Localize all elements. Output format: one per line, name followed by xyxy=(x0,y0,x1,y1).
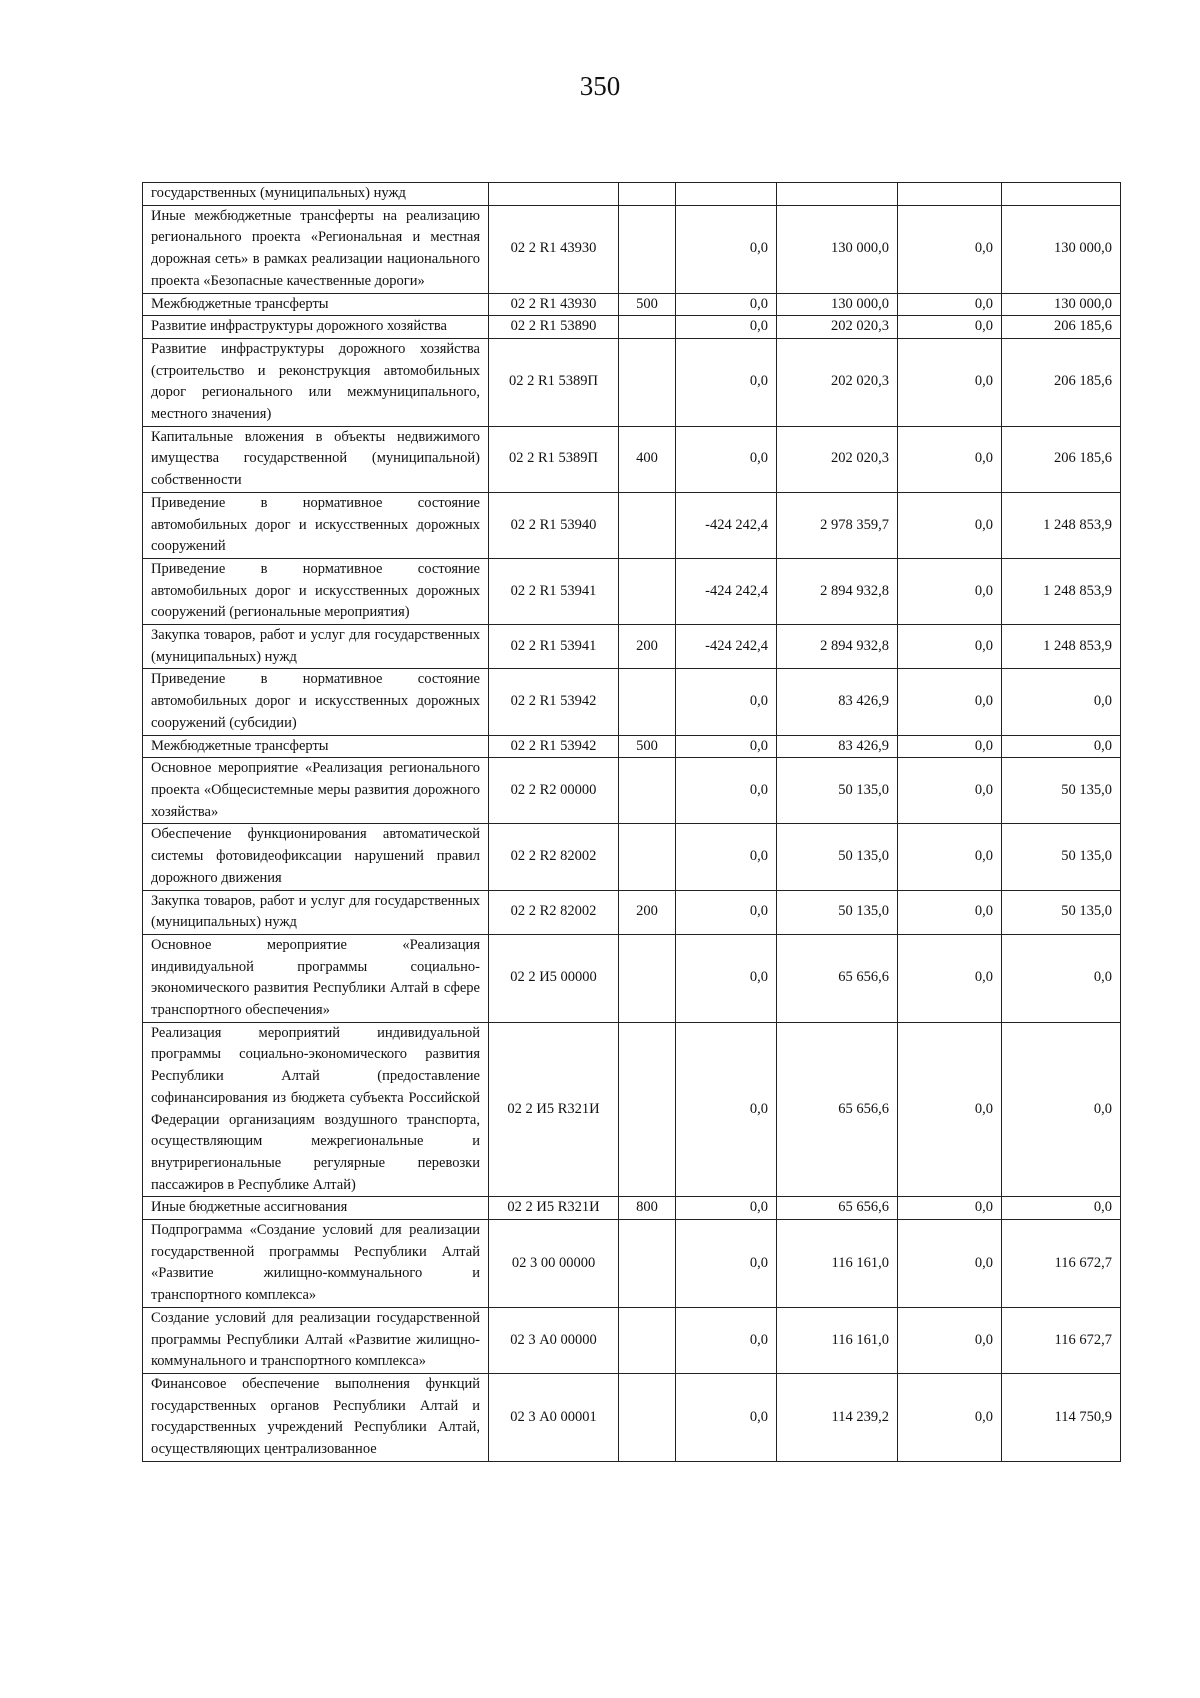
amount-change-2: 0,0 xyxy=(898,558,1002,624)
row-description: Капитальные вложения в объекты недвижимого имущества государственной (муниципальной) собственности xyxy=(143,426,489,492)
amount-change-2: 0,0 xyxy=(898,1307,1002,1373)
amount-change-2: 0,0 xyxy=(898,824,1002,890)
row-description: Иные бюджетные ассигнования xyxy=(143,1197,489,1220)
target-article-code: 02 2 R1 53942 xyxy=(489,735,619,758)
amount-change-2: 0,0 xyxy=(898,338,1002,426)
amount-2: 0,0 xyxy=(1002,934,1121,1022)
expense-type-code xyxy=(619,824,676,890)
amount-2: 1 248 853,9 xyxy=(1002,625,1121,669)
amount-2: 206 185,6 xyxy=(1002,426,1121,492)
row-description: Обеспечение функционирования автоматической системы фотовидеофиксации нарушений правил дорожного движения xyxy=(143,824,489,890)
amount-1: 116 161,0 xyxy=(777,1220,898,1308)
amount-2: 50 135,0 xyxy=(1002,890,1121,934)
amount-1 xyxy=(777,183,898,206)
budget-table-body xyxy=(143,183,1121,1462)
amount-2: 130 000,0 xyxy=(1002,293,1121,316)
amount-change-2: 0,0 xyxy=(898,669,1002,735)
amount-1: 65 656,6 xyxy=(777,1022,898,1197)
target-article-code: 02 2 R2 00000 xyxy=(489,758,619,824)
amount-1: 50 135,0 xyxy=(777,890,898,934)
expense-type-code xyxy=(619,338,676,426)
amount-change-2: 0,0 xyxy=(898,492,1002,558)
amount-1: 202 020,3 xyxy=(777,338,898,426)
amount-change-1: 0,0 xyxy=(676,316,777,339)
amount-change-1: -424 242,4 xyxy=(676,625,777,669)
target-article-code: 02 2 R1 53890 xyxy=(489,316,619,339)
amount-change-2: 0,0 xyxy=(898,316,1002,339)
amount-1: 202 020,3 xyxy=(777,316,898,339)
table-row xyxy=(143,625,1121,669)
table-row xyxy=(143,1022,1121,1197)
amount-1: 50 135,0 xyxy=(777,824,898,890)
amount-1: 114 239,2 xyxy=(777,1373,898,1461)
table-row xyxy=(143,492,1121,558)
amount-2: 50 135,0 xyxy=(1002,758,1121,824)
table-row xyxy=(143,338,1121,426)
table-row xyxy=(143,758,1121,824)
amount-change-2: 0,0 xyxy=(898,890,1002,934)
target-article-code: 02 2 R2 82002 xyxy=(489,824,619,890)
row-description: Основное мероприятие «Реализация индивидуальной программы социально-экономического развития Республики Алтай в сфере транспортного обеспечения» xyxy=(143,934,489,1022)
amount-1: 65 656,6 xyxy=(777,934,898,1022)
amount-1: 202 020,3 xyxy=(777,426,898,492)
amount-2: 116 672,7 xyxy=(1002,1220,1121,1308)
amount-2: 50 135,0 xyxy=(1002,824,1121,890)
expense-type-code: 500 xyxy=(619,735,676,758)
row-description: Иные межбюджетные трансферты на реализацию регионального проекта «Региональная и местная дорожная сеть» в рамках реализации национального проекта «Безопасные качественные дороги» xyxy=(143,205,489,293)
target-article-code: 02 2 R1 43930 xyxy=(489,205,619,293)
expense-type-code: 500 xyxy=(619,293,676,316)
amount-2 xyxy=(1002,183,1121,206)
table-row xyxy=(143,824,1121,890)
table-row xyxy=(143,1197,1121,1220)
table-row xyxy=(143,669,1121,735)
amount-change-1: 0,0 xyxy=(676,1307,777,1373)
amount-2: 1 248 853,9 xyxy=(1002,492,1121,558)
amount-2: 130 000,0 xyxy=(1002,205,1121,293)
amount-2: 1 248 853,9 xyxy=(1002,558,1121,624)
amount-1: 130 000,0 xyxy=(777,205,898,293)
amount-2: 0,0 xyxy=(1002,1022,1121,1197)
expense-type-code xyxy=(619,1022,676,1197)
expense-type-code xyxy=(619,205,676,293)
amount-change-1: 0,0 xyxy=(676,890,777,934)
amount-change-1: 0,0 xyxy=(676,1197,777,1220)
target-article-code: 02 2 R1 5389П xyxy=(489,426,619,492)
amount-change-1: 0,0 xyxy=(676,1373,777,1461)
amount-change-1: 0,0 xyxy=(676,669,777,735)
expense-type-code: 800 xyxy=(619,1197,676,1220)
target-article-code: 02 2 R1 53940 xyxy=(489,492,619,558)
row-description: Создание условий для реализации государственной программы Республики Алтай «Развитие жилищно-коммунального и транспортного комплекса» xyxy=(143,1307,489,1373)
target-article-code: 02 2 И5 00000 xyxy=(489,934,619,1022)
expense-type-code xyxy=(619,758,676,824)
amount-change-2 xyxy=(898,183,1002,206)
amount-1: 2 894 932,8 xyxy=(777,558,898,624)
amount-2: 0,0 xyxy=(1002,735,1121,758)
amount-change-2: 0,0 xyxy=(898,735,1002,758)
amount-change-2: 0,0 xyxy=(898,1022,1002,1197)
amount-1: 130 000,0 xyxy=(777,293,898,316)
amount-2: 206 185,6 xyxy=(1002,316,1121,339)
target-article-code: 02 2 R1 53941 xyxy=(489,625,619,669)
amount-1: 50 135,0 xyxy=(777,758,898,824)
amount-change-1: 0,0 xyxy=(676,426,777,492)
amount-1: 2 978 359,7 xyxy=(777,492,898,558)
target-article-code: 02 3 00 00000 xyxy=(489,1220,619,1308)
table-row xyxy=(143,558,1121,624)
amount-change-1: 0,0 xyxy=(676,1220,777,1308)
expense-type-code: 200 xyxy=(619,890,676,934)
amount-change-1: 0,0 xyxy=(676,934,777,1022)
expense-type-code xyxy=(619,1220,676,1308)
table-row xyxy=(143,735,1121,758)
table-row xyxy=(143,890,1121,934)
amount-change-2: 0,0 xyxy=(898,205,1002,293)
amount-change-1: 0,0 xyxy=(676,735,777,758)
amount-1: 65 656,6 xyxy=(777,1197,898,1220)
row-description: Развитие инфраструктуры дорожного хозяйства xyxy=(143,316,489,339)
expense-type-code: 400 xyxy=(619,426,676,492)
expense-type-code: 200 xyxy=(619,625,676,669)
row-description: Финансовое обеспечение выполнения функций государственных органов Республики Алтай и государственных учреждений Республики Алтай, осуществляющих централизованное xyxy=(143,1373,489,1461)
amount-change-2: 0,0 xyxy=(898,1373,1002,1461)
target-article-code: 02 2 R1 5389П xyxy=(489,338,619,426)
row-description: Подпрограмма «Создание условий для реализации государственной программы Республики Алтай «Развитие жилищно-коммунального и транспортного комплекса» xyxy=(143,1220,489,1308)
table-row xyxy=(143,1373,1121,1461)
amount-2: 0,0 xyxy=(1002,1197,1121,1220)
expense-type-code xyxy=(619,558,676,624)
table-row xyxy=(143,1220,1121,1308)
amount-1: 83 426,9 xyxy=(777,669,898,735)
amount-2: 116 672,7 xyxy=(1002,1307,1121,1373)
target-article-code: 02 3 А0 00000 xyxy=(489,1307,619,1373)
expense-type-code xyxy=(619,669,676,735)
target-article-code: 02 3 А0 00001 xyxy=(489,1373,619,1461)
amount-change-1: 0,0 xyxy=(676,824,777,890)
table-row xyxy=(143,183,1121,206)
page-number: 350 xyxy=(579,71,621,101)
amount-2: 0,0 xyxy=(1002,669,1121,735)
row-description: Приведение в нормативное состояние автомобильных дорог и искусственных дорожных сооружений xyxy=(143,492,489,558)
row-description: Закупка товаров, работ и услуг для государственных (муниципальных) нужд xyxy=(143,890,489,934)
table-row xyxy=(143,426,1121,492)
target-article-code: 02 2 И5 R321И xyxy=(489,1022,619,1197)
amount-change-2: 0,0 xyxy=(898,426,1002,492)
table-row xyxy=(143,1307,1121,1373)
amount-change-1: 0,0 xyxy=(676,338,777,426)
amount-2: 114 750,9 xyxy=(1002,1373,1121,1461)
row-description: Межбюджетные трансферты xyxy=(143,735,489,758)
target-article-code: 02 2 R1 43930 xyxy=(489,293,619,316)
target-article-code: 02 2 R2 82002 xyxy=(489,890,619,934)
amount-change-2: 0,0 xyxy=(898,934,1002,1022)
row-description: Приведение в нормативное состояние автомобильных дорог и искусственных дорожных сооружений (субсидии) xyxy=(143,669,489,735)
amount-change-1: -424 242,4 xyxy=(676,558,777,624)
amount-1: 116 161,0 xyxy=(777,1307,898,1373)
amount-change-1 xyxy=(676,183,777,206)
expense-type-code xyxy=(619,1307,676,1373)
amount-change-1: 0,0 xyxy=(676,205,777,293)
amount-change-2: 0,0 xyxy=(898,293,1002,316)
row-description: государственных (муниципальных) нужд xyxy=(143,183,489,206)
expense-type-code xyxy=(619,183,676,206)
target-article-code xyxy=(489,183,619,206)
amount-change-1: 0,0 xyxy=(676,758,777,824)
table-row xyxy=(143,205,1121,293)
row-description: Закупка товаров, работ и услуг для государственных (муниципальных) нужд xyxy=(143,625,489,669)
expense-type-code xyxy=(619,316,676,339)
target-article-code: 02 2 R1 53942 xyxy=(489,669,619,735)
row-description: Приведение в нормативное состояние автомобильных дорог и искусственных дорожных сооружений (региональные мероприятия) xyxy=(143,558,489,624)
row-description: Развитие инфраструктуры дорожного хозяйства (строительство и реконструкция автомобильных дорог регионального или межмуниципального, местного значения) xyxy=(143,338,489,426)
target-article-code: 02 2 R1 53941 xyxy=(489,558,619,624)
expense-type-code xyxy=(619,1373,676,1461)
amount-change-1: -424 242,4 xyxy=(676,492,777,558)
table-row xyxy=(143,293,1121,316)
amount-1: 2 894 932,8 xyxy=(777,625,898,669)
amount-2: 206 185,6 xyxy=(1002,338,1121,426)
table-row xyxy=(143,934,1121,1022)
budget-table xyxy=(142,182,1121,1462)
amount-1: 83 426,9 xyxy=(777,735,898,758)
target-article-code: 02 2 И5 R321И xyxy=(489,1197,619,1220)
table-row xyxy=(143,316,1121,339)
row-description: Реализация мероприятий индивидуальной программы социально-экономического развития Республики Алтай (предоставление софинансирования из бюджета субъекта Российской Федерации организациям воздушного транспорта, осуществляющим межрегиональные и внутрирегиональные регулярные перевозки пассажиров в Республике Алтай) xyxy=(143,1022,489,1197)
expense-type-code xyxy=(619,934,676,1022)
amount-change-2: 0,0 xyxy=(898,625,1002,669)
amount-change-2: 0,0 xyxy=(898,1197,1002,1220)
row-description: Межбюджетные трансферты xyxy=(143,293,489,316)
row-description: Основное мероприятие «Реализация регионального проекта «Общесистемные меры развития дорожного хозяйства» xyxy=(143,758,489,824)
expense-type-code xyxy=(619,492,676,558)
amount-change-2: 0,0 xyxy=(898,1220,1002,1308)
amount-change-1: 0,0 xyxy=(676,293,777,316)
amount-change-2: 0,0 xyxy=(898,758,1002,824)
amount-change-1: 0,0 xyxy=(676,1022,777,1197)
